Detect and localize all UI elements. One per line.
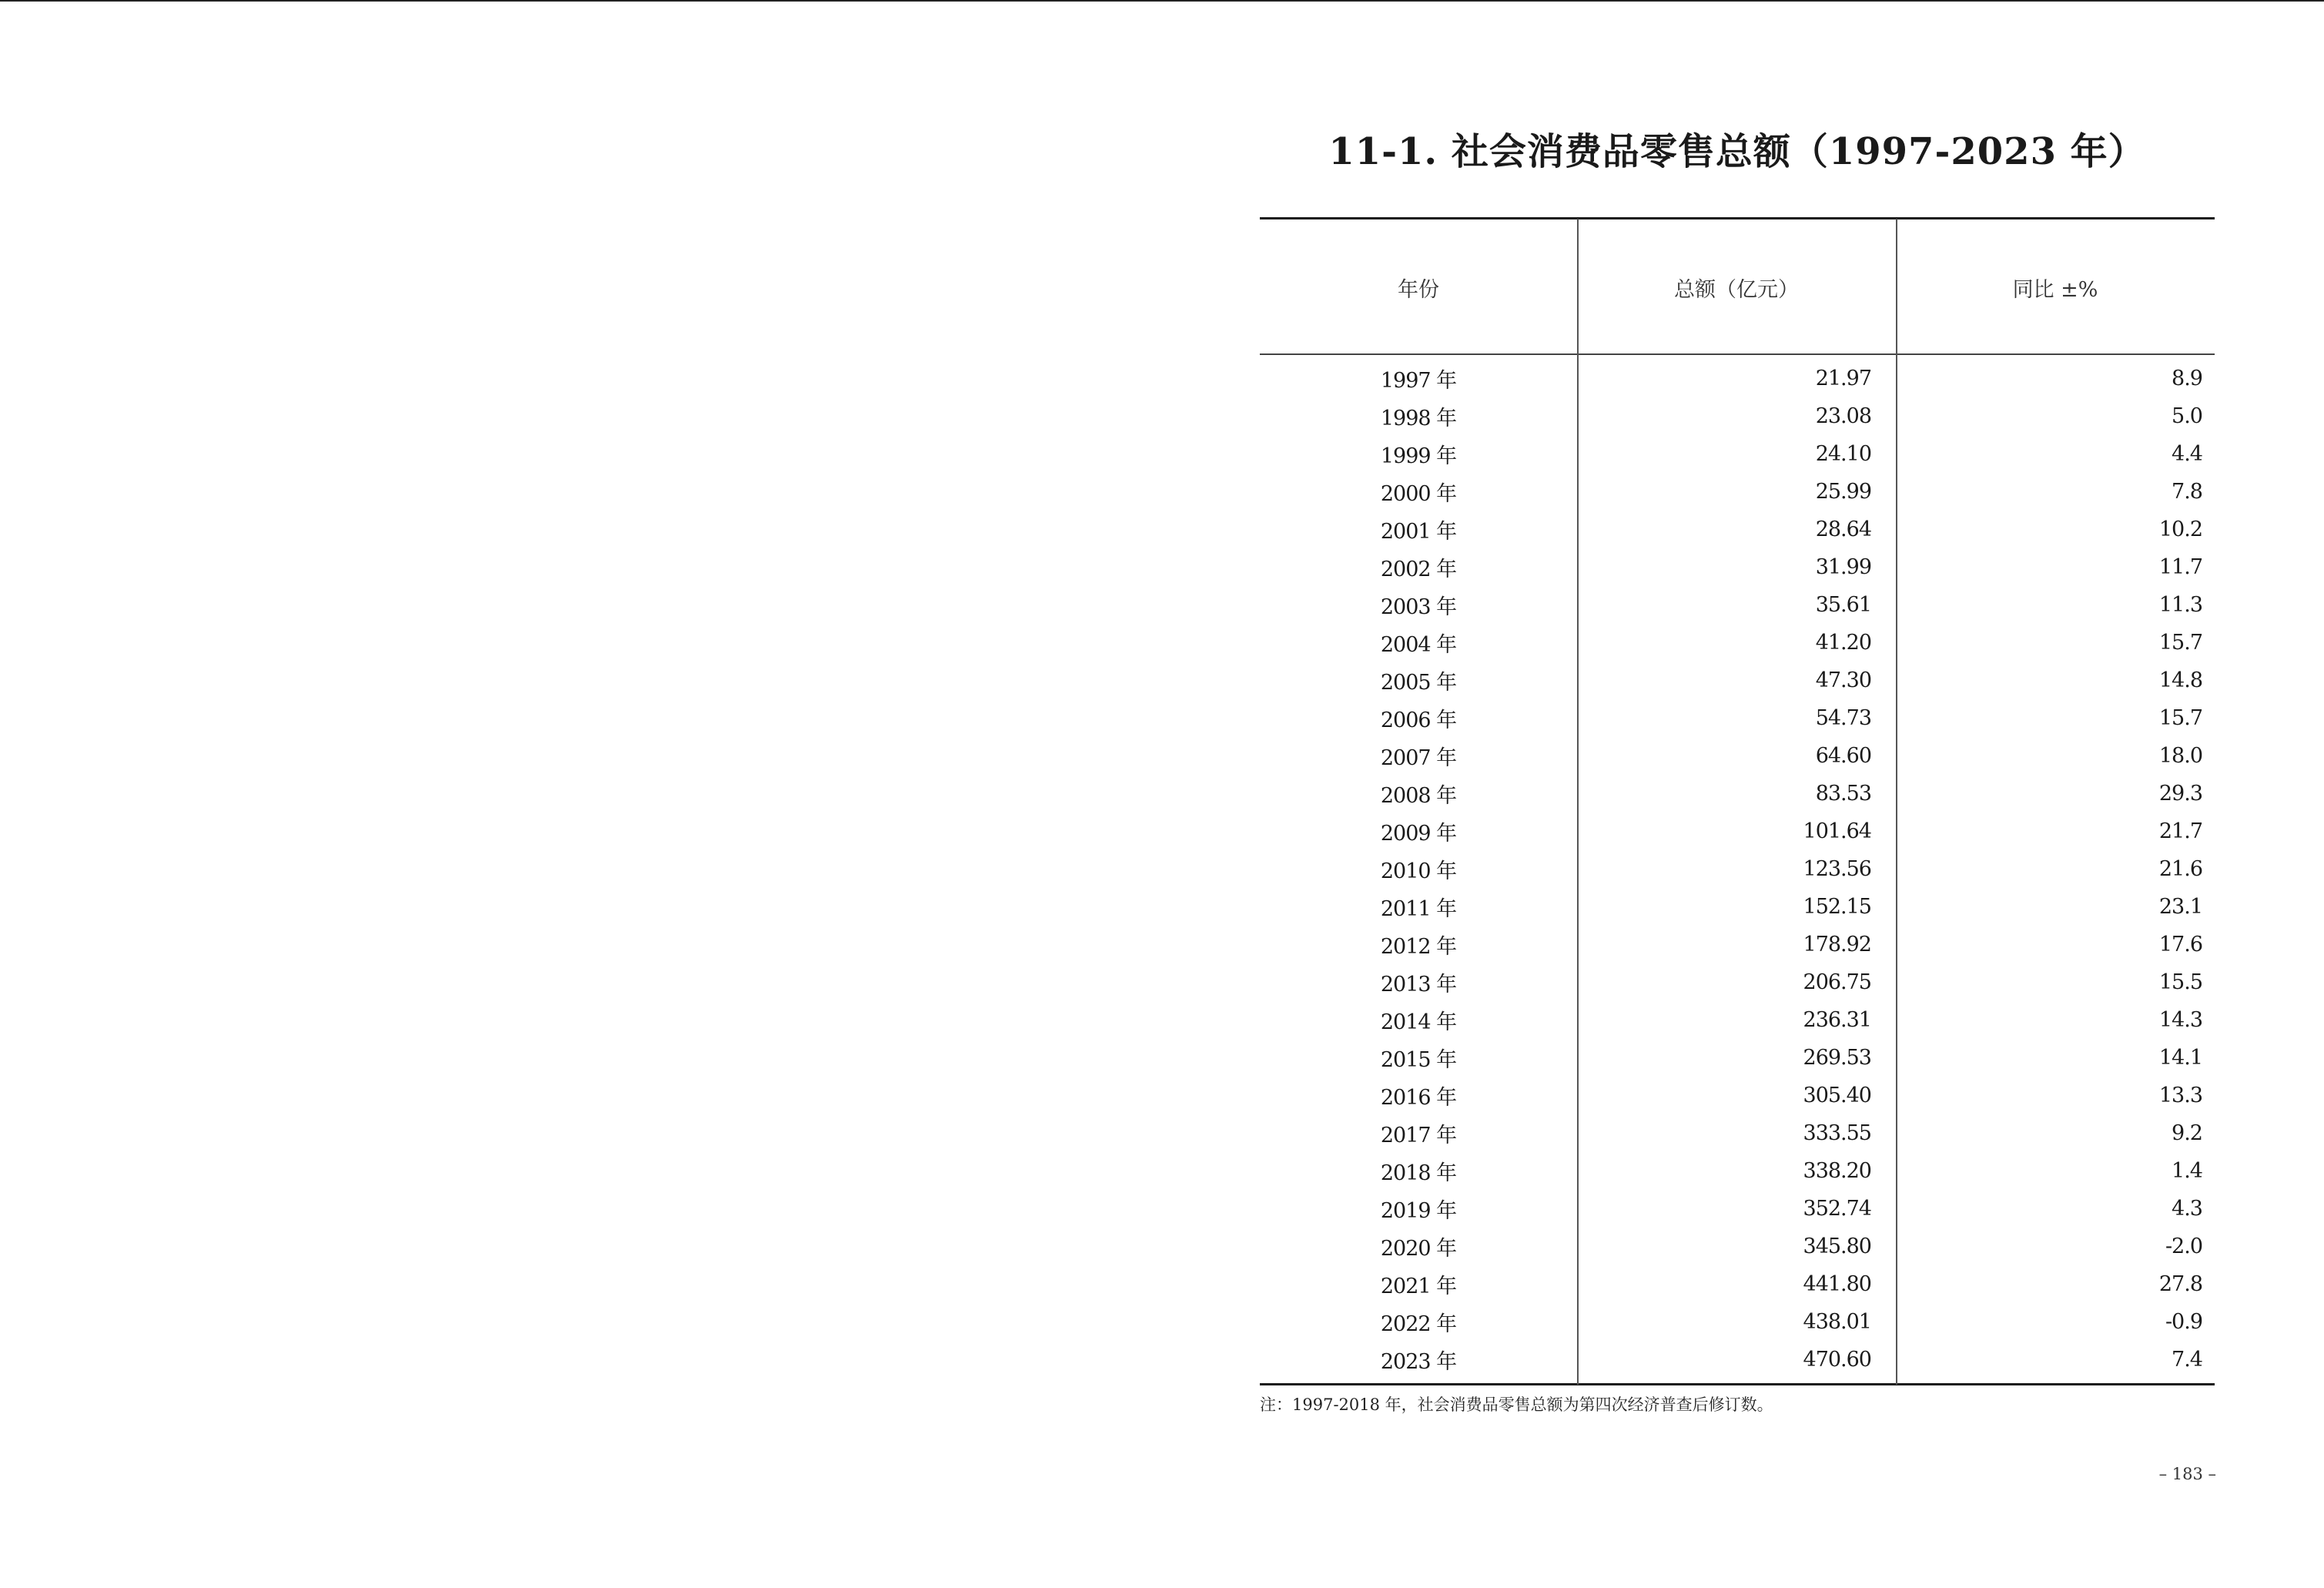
cell-yoy: 13.3 (2158, 1084, 2202, 1107)
cell-year: 2020 年 (1380, 1237, 1457, 1261)
cell-total: 21.97 (1815, 367, 1871, 390)
table-row (1260, 473, 2215, 511)
cell-yoy: 14.3 (2158, 1008, 2202, 1032)
table-row (1260, 1001, 2215, 1039)
table-row (1260, 1152, 2215, 1190)
top-border (0, 0, 2324, 2)
header-year: 年份 (1398, 277, 1439, 302)
cell-yoy: 15.5 (2158, 970, 2202, 994)
cell-yoy: 15.7 (2158, 631, 2202, 655)
cell-year: 2008 年 (1380, 784, 1457, 808)
table-bottom-rule (1260, 1383, 2215, 1385)
cell-total: 28.64 (1815, 518, 1871, 541)
cell-total: 31.99 (1815, 555, 1871, 579)
cell-yoy: 18.0 (2158, 744, 2202, 768)
table-row (1260, 435, 2215, 473)
cell-year: 2018 年 (1380, 1161, 1457, 1185)
cell-year: 2006 年 (1380, 709, 1457, 732)
table-row (1260, 926, 2215, 963)
cell-total: 41.20 (1815, 631, 1871, 655)
table-row (1260, 360, 2215, 397)
cell-total: 64.60 (1815, 744, 1871, 768)
cell-total: 35.61 (1815, 593, 1871, 617)
cell-yoy: 9.2 (2172, 1121, 2202, 1145)
table-row (1260, 963, 2215, 1001)
table-row (1260, 624, 2215, 662)
cell-yoy: 15.7 (2158, 706, 2202, 730)
footnote: 注：1997-2018 年，社会消费品零售总额为第四次经济普查后修订数。 (1260, 1395, 1773, 1414)
table-row (1260, 1228, 2215, 1265)
cell-year: 2004 年 (1380, 633, 1457, 657)
header-total: 总额（亿元） (1674, 277, 1799, 302)
cell-year: 2009 年 (1380, 822, 1457, 846)
cell-yoy: 21.6 (2158, 857, 2202, 881)
cell-total: 470.60 (1803, 1348, 1871, 1372)
cell-year: 2021 年 (1380, 1275, 1457, 1298)
cell-yoy: 8.9 (2172, 367, 2202, 390)
cell-total: 178.92 (1803, 933, 1871, 956)
cell-total: 352.74 (1803, 1197, 1871, 1221)
table-row (1260, 1039, 2215, 1077)
cell-total: 47.30 (1815, 668, 1871, 692)
table-row (1260, 775, 2215, 812)
cell-total: 333.55 (1803, 1121, 1871, 1145)
page-number: – 183 – (2158, 1465, 2216, 1483)
cell-yoy: 11.3 (2158, 593, 2202, 617)
cell-total: 305.40 (1803, 1084, 1871, 1107)
table-top-rule (1260, 217, 2215, 219)
cell-year: 2005 年 (1380, 671, 1457, 695)
cell-year: 2017 年 (1380, 1124, 1457, 1147)
cell-yoy: 29.3 (2158, 782, 2202, 806)
table-body (1260, 360, 2215, 1379)
table-row (1260, 548, 2215, 586)
cell-total: 101.64 (1803, 819, 1871, 843)
cell-yoy: 7.4 (2172, 1348, 2202, 1372)
table-row (1260, 511, 2215, 548)
cell-total: 206.75 (1803, 970, 1871, 994)
header-yoy: 同比 ±% (2012, 277, 2098, 302)
cell-year: 2014 年 (1380, 1010, 1457, 1034)
cell-total: 25.99 (1815, 480, 1871, 504)
cell-total: 123.56 (1803, 857, 1871, 881)
cell-yoy: 14.1 (2158, 1046, 2202, 1070)
table-header (1260, 220, 2215, 354)
cell-total: 54.73 (1815, 706, 1871, 730)
cell-yoy: 23.1 (2158, 895, 2202, 919)
cell-total: 269.53 (1803, 1046, 1871, 1070)
cell-yoy: 21.7 (2158, 819, 2202, 843)
cell-year: 2010 年 (1380, 859, 1457, 883)
table-title: 11-1. 社会消费品零售总额（1997-2023 年） (1328, 130, 2146, 173)
cell-year: 2019 年 (1380, 1199, 1457, 1223)
table-row (1260, 1303, 2215, 1341)
cell-total: 23.08 (1815, 404, 1871, 428)
table-row (1260, 662, 2215, 699)
cell-yoy: -0.9 (2165, 1310, 2202, 1334)
table-row (1260, 1265, 2215, 1303)
cell-year: 2000 年 (1380, 482, 1457, 506)
cell-total: 338.20 (1803, 1159, 1871, 1183)
cell-yoy: 17.6 (2158, 933, 2202, 956)
cell-year: 2022 年 (1380, 1312, 1457, 1336)
cell-yoy: 14.8 (2158, 668, 2202, 692)
cell-year: 2023 年 (1380, 1350, 1457, 1374)
cell-year: 2003 年 (1380, 595, 1457, 619)
cell-year: 2011 年 (1380, 897, 1457, 921)
table-row (1260, 1190, 2215, 1228)
cell-year: 2013 年 (1380, 973, 1457, 997)
table-row (1260, 586, 2215, 624)
cell-yoy: 7.8 (2172, 480, 2202, 504)
cell-year: 1997 年 (1380, 369, 1457, 393)
table-row (1260, 699, 2215, 737)
cell-total: 152.15 (1803, 895, 1871, 919)
cell-total: 438.01 (1803, 1310, 1871, 1334)
cell-yoy: 5.0 (2172, 404, 2202, 428)
cell-year: 2007 年 (1380, 746, 1457, 770)
table-row (1260, 737, 2215, 775)
cell-total: 236.31 (1803, 1008, 1871, 1032)
cell-yoy: -2.0 (2165, 1235, 2202, 1258)
cell-yoy: 1.4 (2172, 1159, 2202, 1183)
cell-year: 2001 年 (1380, 520, 1457, 544)
cell-total: 83.53 (1815, 782, 1871, 806)
cell-yoy: 4.3 (2172, 1197, 2202, 1221)
cell-year: 2002 年 (1380, 558, 1457, 581)
cell-year: 1999 年 (1380, 444, 1457, 468)
cell-total: 441.80 (1803, 1272, 1871, 1296)
table-row (1260, 1341, 2215, 1379)
table-row (1260, 1077, 2215, 1114)
cell-yoy: 4.4 (2172, 442, 2202, 466)
table-row (1260, 850, 2215, 888)
cell-total: 345.80 (1803, 1235, 1871, 1258)
cell-year: 1998 年 (1380, 407, 1457, 431)
cell-yoy: 10.2 (2158, 518, 2202, 541)
cell-yoy: 27.8 (2158, 1272, 2202, 1296)
cell-total: 24.10 (1815, 442, 1871, 466)
table-row (1260, 888, 2215, 926)
cell-year: 2012 年 (1380, 935, 1457, 959)
cell-year: 2015 年 (1380, 1048, 1457, 1072)
table-row (1260, 1114, 2215, 1152)
cell-year: 2016 年 (1380, 1086, 1457, 1110)
cell-yoy: 11.7 (2158, 555, 2202, 579)
table-row (1260, 397, 2215, 435)
table-row (1260, 812, 2215, 850)
